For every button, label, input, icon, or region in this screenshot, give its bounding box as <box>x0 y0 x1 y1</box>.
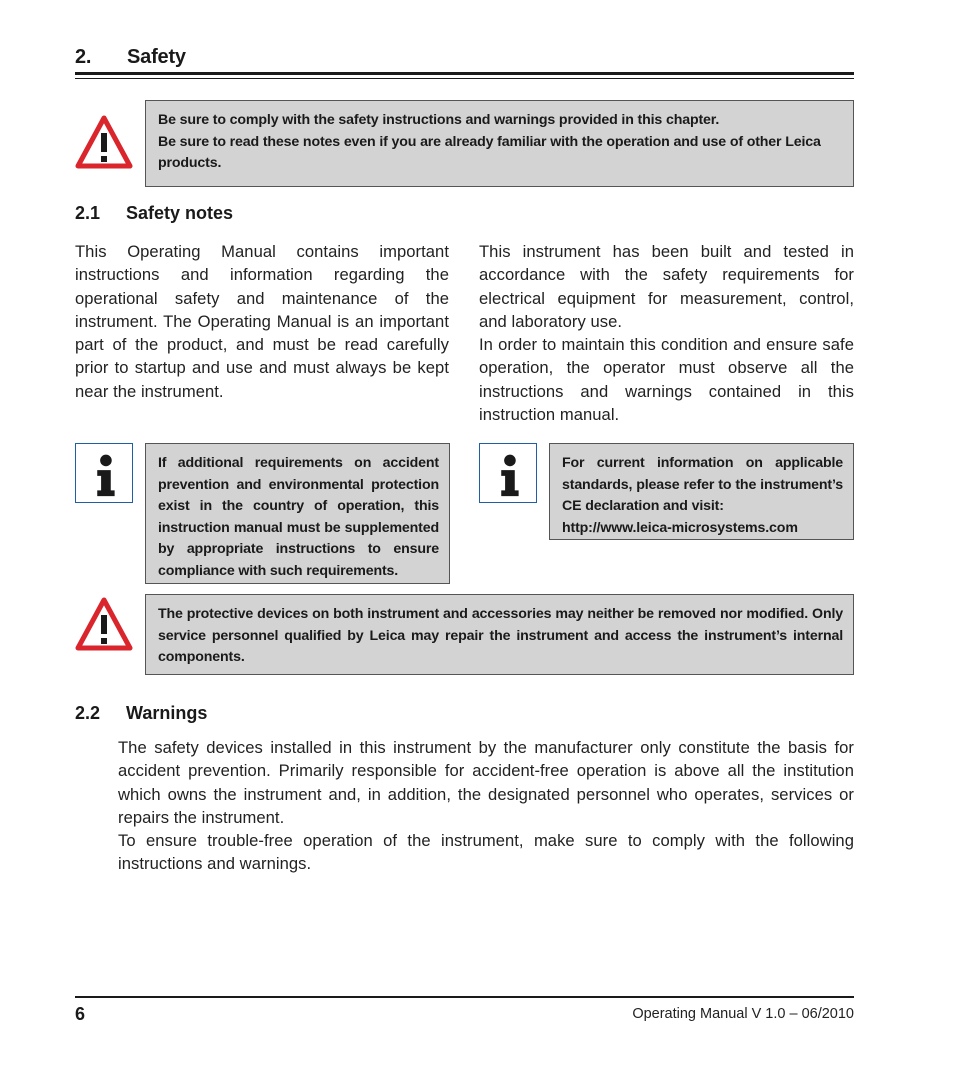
chapter-number: 2. <box>75 46 92 68</box>
right-paragraph-1: This instrument has been built and tested in accordance with the safety requirements for electrical equipment for measurement, control, and laboratory use. <box>479 242 854 331</box>
info-text-left: If additional requirements on accident prevention and environmental protection exist in the country of operation, this instruction manual must be supplemented by appropriate instructions to ensure compliance with such requirements. <box>158 455 439 579</box>
section-number: 2.1 <box>75 203 101 223</box>
section-title: Warnings <box>126 703 208 723</box>
warning-box-general <box>145 100 854 187</box>
warnings-body <box>118 736 854 876</box>
right-paragraph-2: In order to maintain this condition and ensure safe operation, the operator must observe all the instructions and warnings contained in this instruction manual. <box>479 335 854 425</box>
warning-line-2: Be sure to read these notes even if you are already familiar with the operation and use of other Leica products. <box>158 133 821 171</box>
warning-box-protective-devices <box>145 594 854 675</box>
footer-rule <box>75 996 854 998</box>
info-icon <box>75 443 133 503</box>
footer-document-info: Operating Manual V 1.0 – 06/2010 <box>632 1006 854 1022</box>
info-box-standards <box>549 443 854 540</box>
info-box-environmental <box>145 443 450 584</box>
header-rule <box>75 72 854 75</box>
safety-notes-right-column <box>479 240 854 426</box>
safety-notes-left-paragraph: This Operating Manual contains important instructions and information regarding the operational safety and maintenance of the instrument. The Operating Manual is an important part of the product, and must be read carefully prior to startup and use and must always be kept near the instrument. <box>75 242 449 401</box>
info-icon <box>479 443 537 503</box>
warnings-paragraph-1: The safety devices installed in this instrument by the manufacturer only constitute the basis for accident prevention. Primarily responsible for accident-free operation is above all the institution which owns the instrument and, in addition, the designated personnel who operates, services or repairs the instrument. <box>118 738 854 827</box>
section-heading-2-1 <box>75 203 233 224</box>
header-rule-thin <box>75 78 854 79</box>
section-number: 2.2 <box>75 703 101 723</box>
warning-triangle-icon <box>75 114 133 170</box>
section-heading-2-2 <box>75 703 207 724</box>
section-title: Safety notes <box>126 203 234 223</box>
page-number: 6 <box>75 1004 86 1024</box>
warnings-paragraph-2: To ensure trouble-free operation of the instrument, make sure to comply with the following instructions and warnings. <box>118 831 854 874</box>
warning-triangle-icon <box>75 596 133 652</box>
leica-website-link[interactable]: http://www.leica-microsystems.com <box>562 519 798 536</box>
chapter-title: Safety <box>127 46 186 68</box>
chapter-heading <box>75 46 186 69</box>
warning-line-1: Be sure to comply with the safety instructions and warnings provided in this chapter. <box>158 112 720 128</box>
info-text-right: For current information on applicable standards, please refer to the instrument’s CE declaration and visit: <box>562 455 843 514</box>
warning-text-protective: The protective devices on both instrument and accessories may neither be removed nor modified. Only service personnel qualified by Leica may repair the instrument and access the instrument’s internal components. <box>158 606 843 665</box>
